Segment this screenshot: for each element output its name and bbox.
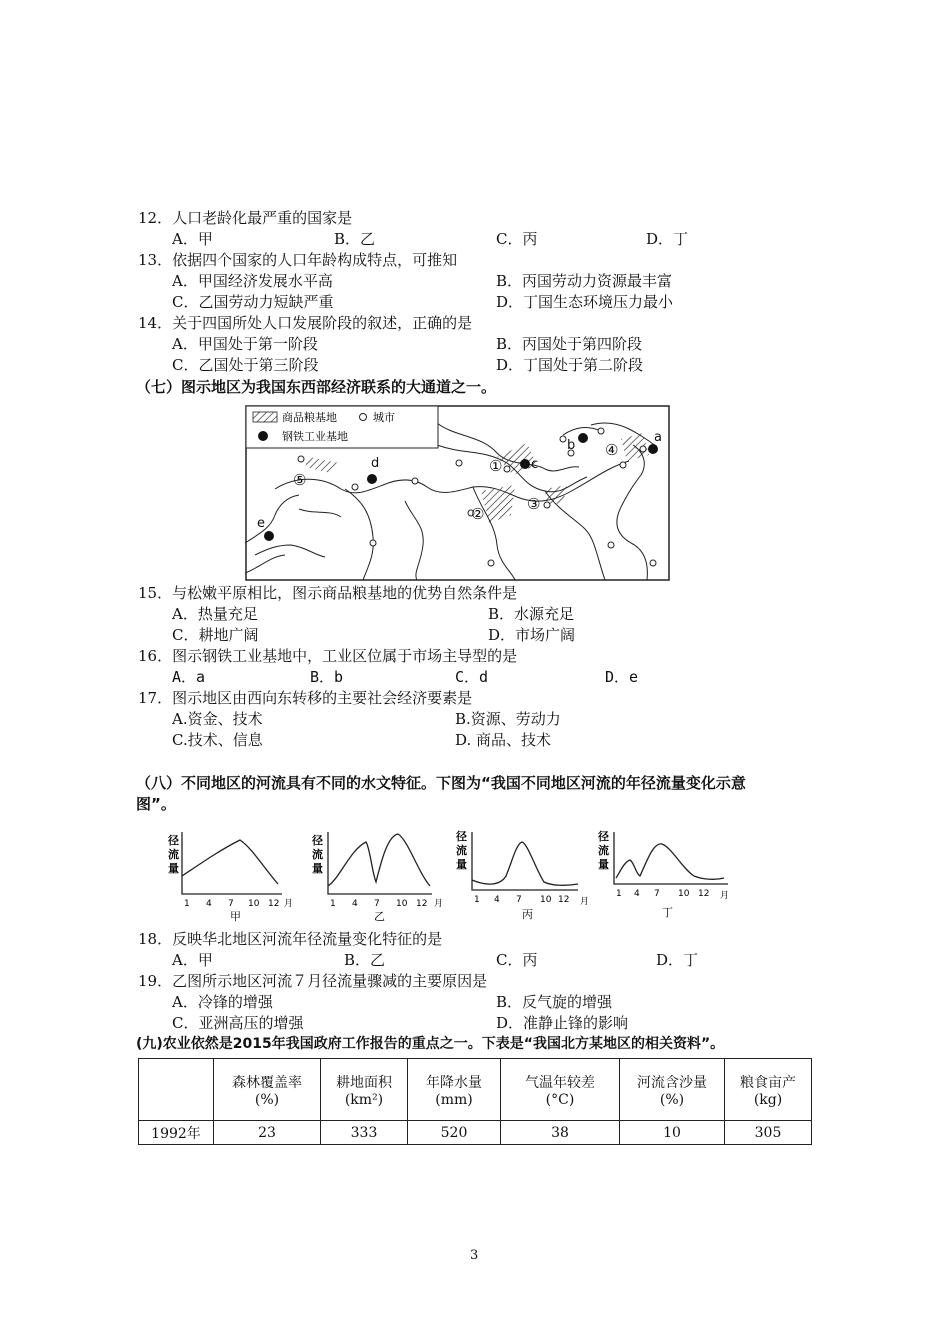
section-9-title: (九)农业依然是2015年我国政府工作报告的重点之一。下表是“我国北方某地区的相关资料”。: [136, 1036, 725, 1052]
map-label-b: b: [567, 438, 576, 453]
header-sediment: 河流含沙量 (%): [620, 1059, 725, 1121]
svg-text:径: 径: [312, 834, 323, 847]
svg-text:月: 月: [284, 899, 294, 909]
section-8-title-line2: 图”。: [136, 795, 176, 813]
svg-text:12: 12: [268, 899, 280, 909]
svg-text:10: 10: [248, 899, 260, 909]
header-precip: 年降水量 (mm): [408, 1059, 501, 1121]
q15-stem: 15．与松嫩平原相比，图示商品粮基地的优势自然条件是: [138, 584, 518, 602]
q13-option-d: D．丁国生态环境压力最小: [496, 293, 674, 311]
svg-text:10: 10: [396, 899, 408, 909]
page-number: 3: [470, 1248, 479, 1263]
svg-text:量: 量: [312, 862, 323, 875]
steel-base-e: [264, 531, 274, 541]
legend-grain-label: 商品粮基地: [282, 411, 337, 424]
q17-option-b: B.资源、劳动力: [455, 710, 561, 728]
table-header-row: [139, 1059, 812, 1121]
cell-temp-range: 38: [501, 1121, 620, 1145]
map-label-4: ④: [605, 441, 619, 459]
svg-text:1: 1: [184, 899, 190, 909]
q18-option-d: D．丁: [656, 951, 699, 969]
section-8-title-line1: （八）不同地区的河流具有不同的水文特征。下图为“我国不同地区河流的年径流量变化示意: [136, 774, 746, 792]
legend-steel-label: 钢铁工业基地: [282, 430, 348, 443]
q16-option-a: A．a: [172, 668, 206, 686]
svg-text:径: 径: [598, 830, 609, 843]
hydrograph-jia: [167, 832, 293, 923]
svg-text:月: 月: [434, 899, 444, 909]
q17-option-d: D. 商品、技术: [455, 731, 552, 749]
ylabel-3: 量: [168, 862, 179, 875]
svg-text:月: 月: [580, 897, 590, 907]
region-data-table: [138, 1058, 812, 1145]
map-label-e: e: [257, 516, 265, 531]
q14-stem: 14．关于四国所处人口发展阶段的叙述，正确的是: [138, 314, 473, 332]
q12-stem: 12．人口老龄化最严重的国家是: [138, 209, 353, 227]
svg-text:10: 10: [678, 889, 690, 899]
steel-base-d: [367, 474, 377, 484]
q17-stem: 17．图示地区由西向东转移的主要社会经济要素是: [138, 689, 473, 707]
q14-option-a: A．甲国处于第一阶段: [172, 335, 318, 353]
legend-city-label: 城市: [373, 411, 395, 424]
map-label-5: ⑤: [293, 471, 307, 489]
q14-option-d: D．丁国处于第二阶段: [496, 356, 644, 374]
q15-option-c: C．耕地广阔: [172, 626, 259, 644]
q19-option-c: C．亚洲高压的增强: [172, 1014, 304, 1032]
map-label-a: a: [654, 430, 662, 445]
svg-text:1: 1: [474, 895, 480, 905]
section-7-title: （七）图示地区为我国东西部经济联系的大通道之一。: [136, 378, 497, 396]
q12-option-d: D．丁: [646, 230, 689, 248]
hydrograph-yi: [311, 832, 443, 923]
q17-option-c: C.技术、信息: [172, 731, 263, 749]
q13-option-b: B．丙国劳动力资源最丰富: [496, 272, 673, 290]
header-farmland: 耕地面积 (km²): [321, 1059, 408, 1121]
q14-option-c: C．乙国处于第三阶段: [172, 356, 319, 374]
steel-base-a: [648, 444, 658, 454]
svg-text:1: 1: [616, 889, 622, 899]
q16-option-d: D．e: [605, 668, 639, 686]
chart-name-jia: 甲: [230, 910, 241, 923]
map-label-d: d: [371, 456, 380, 471]
steel-base-legend-symbol: [258, 431, 268, 441]
svg-text:流: 流: [312, 848, 323, 861]
cell-grain-yield: 305: [725, 1121, 812, 1145]
svg-text:流: 流: [598, 844, 609, 857]
svg-text:7: 7: [516, 895, 522, 905]
q15-option-d: D．市场广阔: [488, 626, 576, 644]
svg-text:4: 4: [206, 899, 212, 909]
q17-option-a: A.资金、技术: [172, 710, 263, 728]
map-label-c: c: [531, 457, 539, 472]
svg-text:量: 量: [456, 858, 467, 871]
map-label-3: ③: [527, 495, 541, 513]
header-temp-range: 气温年较差 (°C): [501, 1059, 620, 1121]
hydrograph-bing: [455, 829, 589, 921]
cell-farmland: 333: [321, 1121, 408, 1145]
q12-option-a: A．甲: [172, 230, 213, 248]
steel-base-c: [520, 459, 530, 469]
q18-option-b: B．乙: [344, 951, 386, 969]
q13-option-a: A．甲国经济发展水平高: [172, 272, 333, 290]
svg-text:4: 4: [352, 899, 358, 909]
header-forest: 森林覆盖率 (%): [214, 1059, 321, 1121]
q12-option-b: B．乙: [334, 230, 376, 248]
cell-forest: 23: [214, 1121, 321, 1145]
svg-text:4: 4: [494, 895, 500, 905]
svg-text:1: 1: [330, 899, 336, 909]
chart-name-ding: 丁: [662, 906, 673, 919]
q16-option-c: C．d: [455, 668, 489, 686]
q19-stem: 19．乙图所示地区河流７月径流量骤减的主要原因是: [138, 972, 488, 990]
svg-text:10: 10: [540, 895, 552, 905]
svg-text:7: 7: [654, 889, 660, 899]
svg-text:12: 12: [698, 889, 710, 899]
q18-stem: 18．反映华北地区河流年径流量变化特征的是: [138, 930, 443, 948]
table-corner-cell: [139, 1059, 214, 1121]
chart-name-yi: 乙: [374, 910, 385, 923]
q15-option-a: A．热量充足: [172, 605, 258, 623]
map-label-2: ②: [471, 505, 485, 523]
grain-base-legend-swatch: [253, 412, 277, 422]
table-row: [139, 1121, 812, 1145]
q13-stem: 13．依据四个国家的人口年龄构成特点，可推知: [138, 251, 458, 269]
ylabel-1: 径: [168, 834, 179, 847]
q18-option-c: C．丙: [496, 951, 538, 969]
runoff-charts: [160, 828, 760, 924]
svg-text:7: 7: [228, 899, 234, 909]
cell-precip: 520: [408, 1121, 501, 1145]
ylabel-2: 流: [168, 848, 179, 861]
q19-option-a: A．冷锋的增强: [172, 993, 273, 1011]
hydrograph-ding: [597, 829, 729, 919]
row-year: 1992年: [139, 1121, 214, 1145]
q19-option-b: B．反气旋的增强: [496, 993, 613, 1011]
header-grain-yield: 粮食亩产 (kg): [725, 1059, 812, 1121]
svg-text:12: 12: [416, 899, 428, 909]
steel-base-b: [578, 433, 588, 443]
q14-option-b: B．丙国处于第四阶段: [496, 335, 643, 353]
svg-text:4: 4: [634, 889, 640, 899]
svg-text:7: 7: [374, 899, 380, 909]
svg-text:量: 量: [598, 858, 609, 871]
svg-text:月: 月: [720, 891, 730, 901]
chart-name-bing: 丙: [522, 908, 533, 921]
q12-option-c: C．丙: [496, 230, 538, 248]
q13-option-c: C．乙国劳动力短缺严重: [172, 293, 334, 311]
q19-option-d: D．准静止锋的影响: [496, 1014, 629, 1032]
svg-text:径: 径: [456, 830, 467, 843]
svg-text:12: 12: [558, 895, 570, 905]
cell-sediment: 10: [620, 1121, 725, 1145]
q15-option-b: B．水源充足: [488, 605, 575, 623]
city-legend-symbol: [360, 414, 367, 421]
q18-option-a: A．甲: [172, 951, 213, 969]
svg-text:流: 流: [456, 844, 467, 857]
q16-stem: 16．图示钢铁工业基地中，工业区位属于市场主导型的是: [138, 647, 518, 665]
map-label-1: ①: [489, 457, 503, 475]
q16-option-b: B．b: [310, 668, 344, 686]
economic-corridor-map: [245, 405, 670, 581]
